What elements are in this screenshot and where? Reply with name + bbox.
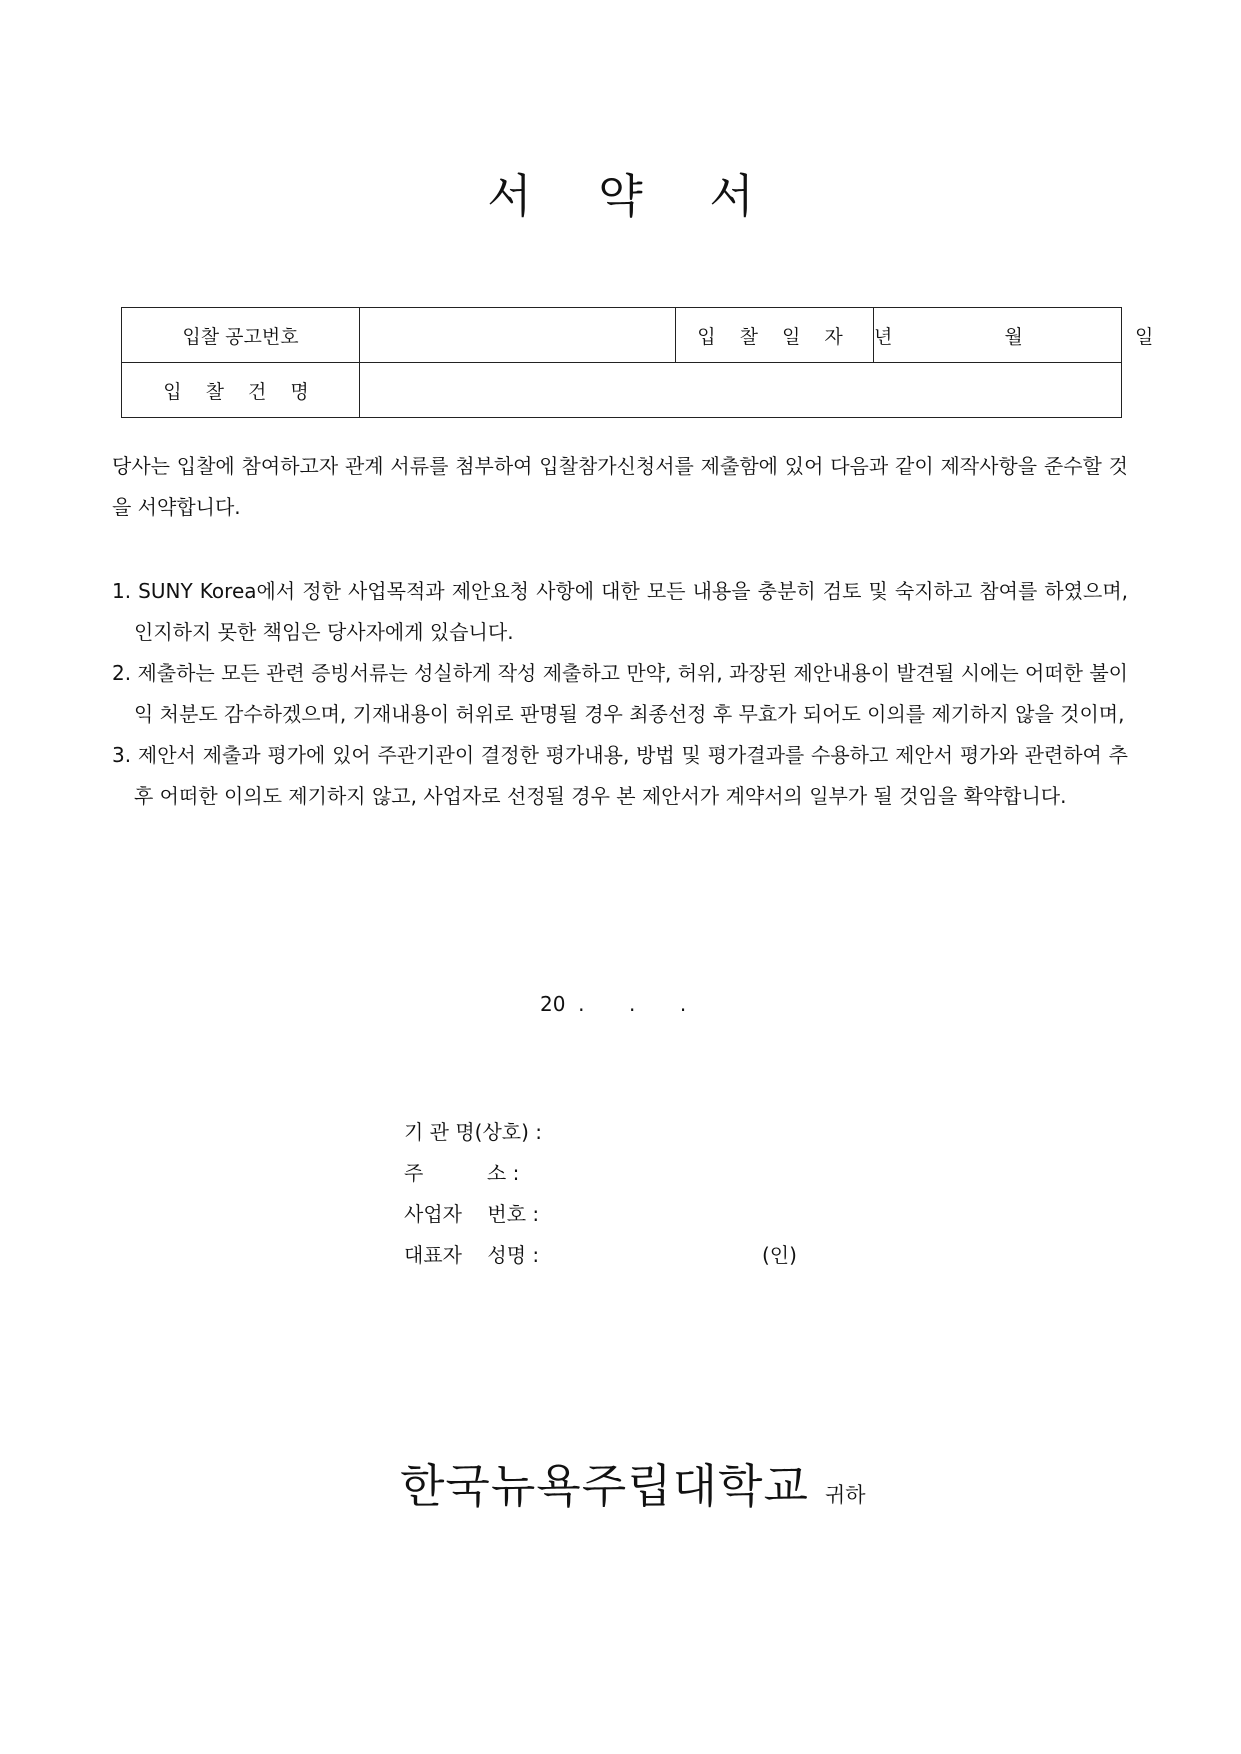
signature-block — [404, 1112, 824, 1276]
address-row — [404, 1153, 824, 1194]
bid-name-label: 입 찰 건 명 — [122, 363, 360, 418]
signing-date: 20 . . . — [540, 992, 687, 1016]
seal-mark: (인) — [762, 1243, 797, 1267]
pledge-list — [112, 571, 1128, 817]
bid-date-label: 입 찰 일 자 — [676, 308, 874, 363]
table-row — [122, 308, 1122, 363]
list-item: 2. 제출하는 모든 관련 증빙서류는 성실하게 작성 제출하고 만약, 허위, 과장된 제안내용이 발견될 시에는 어떠한 불이익 처분도 감수하겠으며, 기재내용이 허위로 판명될 경우 최종선정 후 무효가 되어도 이의를 제기하지 않을 것이며, — [112, 661, 1128, 726]
address-label: 주 소 : — [404, 1161, 520, 1185]
representative-label: 대표자 성명 : — [404, 1243, 540, 1267]
org-name-row — [404, 1112, 824, 1153]
recipient-org: 한국뉴욕주립대학교 — [400, 1459, 809, 1513]
business-number-label: 사업자 번호 : — [404, 1202, 540, 1226]
bid-name-value — [360, 363, 1122, 418]
notice-number-value — [360, 308, 676, 363]
business-number-row — [404, 1194, 824, 1235]
recipient-honorific: 귀하 — [824, 1483, 866, 1507]
notice-number-label: 입찰 공고번호 — [122, 308, 360, 363]
list-item: 3. 제안서 제출과 평가에 있어 주관기관이 결정한 평가내용, 방법 및 평가결과를 수용하고 제안서 평가와 관련하여 추후 어떠한 이의도 제기하지 않고, 사업자로 선정될 경우 본 제안서가 계약서의 일부가 될 것임을 확약합니다. — [112, 743, 1128, 808]
recipient — [400, 1450, 866, 1516]
bid-date-value: 년 월 일 — [874, 308, 1122, 363]
bid-info-table — [121, 307, 1154, 418]
table-row — [122, 363, 1122, 418]
list-item: 1. SUNY Korea에서 정한 사업목적과 제안요청 사항에 대한 모든 내용을 충분히 검토 및 숙지하고 참여를 하였으며, 인지하지 못한 책임은 당사자에게 있습니다. — [112, 579, 1128, 644]
document-title: 서 약 서 — [487, 169, 780, 223]
intro-paragraph: 당사는 입찰에 참여하고자 관계 서류를 첨부하여 입찰참가신청서를 제출함에 있어 다음과 같이 제작사항을 준수할 것을 서약합니다. — [112, 454, 1128, 519]
org-name-label: 기 관 명(상호) : — [404, 1120, 543, 1144]
representative-row — [404, 1235, 824, 1276]
